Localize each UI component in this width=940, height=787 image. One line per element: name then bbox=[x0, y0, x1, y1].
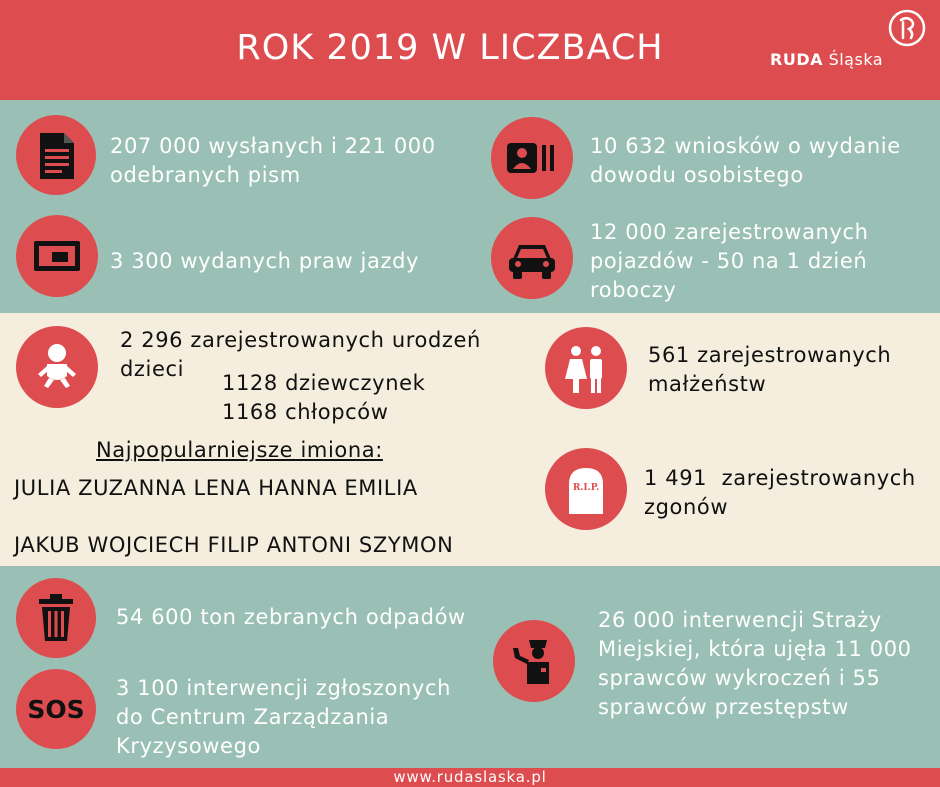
letters-line-1: 207 000 wysłanych i 221 000 bbox=[110, 134, 436, 158]
id-cards-line-2: dowodu osobistego bbox=[590, 163, 804, 187]
city-guard-icon bbox=[493, 620, 575, 702]
id-card-icon bbox=[491, 117, 573, 199]
sos-line-3: Kryzysowego bbox=[116, 734, 261, 758]
brand-bold: RUDA bbox=[770, 50, 823, 69]
guards-line-4: sprawców przestępstw bbox=[598, 695, 849, 719]
births-line-1: 2 296 zarejestrowanych urodzeń bbox=[120, 328, 481, 352]
names-heading: Najpopularniejsze imiona: bbox=[96, 438, 383, 462]
vehicles-line-3: roboczy bbox=[590, 278, 677, 302]
births-girls: 1128 dziewczynek bbox=[222, 371, 426, 395]
trash-bin-icon bbox=[16, 578, 96, 658]
tombstone-text: R.I.P. bbox=[572, 483, 600, 493]
footer-url-link[interactable]: www.rudaslaska.pl bbox=[393, 768, 547, 786]
marriages-line-2: małżeństw bbox=[648, 372, 767, 396]
baby-icon bbox=[16, 326, 98, 408]
tombstone-icon bbox=[545, 448, 627, 530]
waste-stat: 54 600 ton zebranych odpadów bbox=[116, 605, 466, 629]
births-line-2: dzieci bbox=[120, 357, 185, 381]
sos-stat bbox=[116, 674, 451, 761]
brand-logo-text bbox=[770, 50, 883, 69]
marriages-line-1: 561 zarejestrowanych bbox=[648, 343, 892, 367]
letters-line-2: odebranych pism bbox=[110, 163, 301, 187]
sos-text: SOS bbox=[27, 695, 85, 724]
boy-names: JAKUB WOJCIECH FILIP ANTONI SZYMON bbox=[14, 533, 454, 557]
deaths-stat bbox=[644, 464, 916, 522]
girl-names: JULIA ZUZANNA LENA HANNA EMILIA bbox=[14, 476, 418, 500]
vehicles-line-2: pojazdów - 50 na 1 dzień bbox=[590, 249, 868, 273]
guards-line-2: Miejskiej, która ujęła 11 000 bbox=[598, 637, 912, 661]
page-title: ROK 2019 W LICZBACH bbox=[236, 28, 664, 68]
deaths-line-2: zgonów bbox=[644, 495, 729, 519]
sos-line-2: do Centrum Zarządzania bbox=[116, 705, 390, 729]
guards-line-1: 26 000 interwencji Straży bbox=[598, 608, 882, 632]
marriages-stat bbox=[648, 341, 891, 399]
document-icon bbox=[16, 115, 96, 195]
brand-logo-icon bbox=[887, 8, 927, 48]
vehicles-stat bbox=[590, 218, 869, 305]
id-cards-stat bbox=[590, 132, 901, 190]
brand-rest: Śląska bbox=[828, 50, 884, 69]
licenses-stat: 3 300 wydanych praw jazdy bbox=[110, 249, 420, 273]
letters-stat bbox=[110, 132, 436, 190]
id-cards-line-1: 10 632 wniosków o wydanie bbox=[590, 134, 901, 158]
births-boys: 1168 chłopców bbox=[222, 400, 389, 424]
vehicles-line-1: 12 000 zarejestrowanych bbox=[590, 220, 869, 244]
car-icon bbox=[491, 217, 573, 299]
guards-line-3: sprawców wykroczeń i 55 bbox=[598, 666, 881, 690]
sos-icon bbox=[16, 669, 96, 749]
deaths-line-1: 1 491 zarejestrowanych bbox=[644, 466, 916, 490]
sos-line-1: 3 100 interwencji zgłoszonych bbox=[116, 676, 451, 700]
guards-stat bbox=[598, 606, 912, 722]
couple-icon bbox=[545, 327, 627, 409]
driving-license-icon bbox=[16, 215, 98, 297]
